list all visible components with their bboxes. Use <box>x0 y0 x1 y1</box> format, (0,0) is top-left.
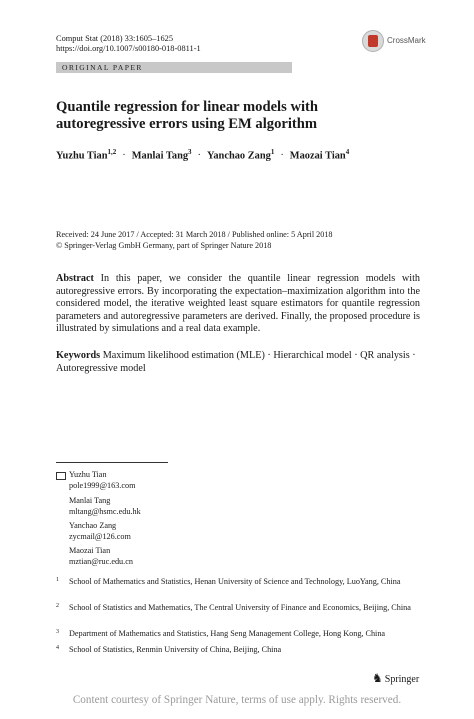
affiliation-number: 4 <box>56 645 59 651</box>
author-affil-sup: 1,2 <box>107 148 117 156</box>
author-separator: · <box>197 150 202 162</box>
paper-title <box>56 99 376 133</box>
affiliation-text: Department of Mathematics and Statistics, Hang Seng Management College, Hong Kong, China <box>69 629 386 638</box>
contact-email[interactable]: mztian@ruc.edu.cn <box>69 556 133 566</box>
author-name[interactable]: Yanchao Zang <box>207 150 271 162</box>
affiliation-number: 2 <box>56 603 59 609</box>
author-affil-sup: 4 <box>345 148 350 156</box>
section-label-bar <box>56 62 292 73</box>
title-line-2: autoregressive errors using EM algorithm <box>56 116 318 132</box>
contact-email[interactable]: pole1999@163.com <box>69 480 136 490</box>
affiliation-text: School of Mathematics and Statistics, Henan University of Science and Technology, LuoYang, China <box>69 577 401 586</box>
keywords <box>56 350 420 375</box>
footnote-divider <box>56 462 168 463</box>
affiliation-number: 1 <box>56 577 59 583</box>
envelope-icon <box>56 472 66 480</box>
author-separator: · <box>280 150 284 162</box>
author-name[interactable]: Maozai Tian <box>289 150 346 162</box>
author-affil-sup: 3 <box>188 148 192 156</box>
contact-name: Yuzhu Tian <box>69 470 107 479</box>
author-name[interactable]: Manlai Tang <box>131 150 189 162</box>
crossmark-label: CrossMark <box>387 36 426 45</box>
affiliation-text: School of Statistics, Renmin University of China, Beijing, China <box>69 645 282 654</box>
crossmark-icon <box>362 30 384 52</box>
keywords-label: Keywords <box>56 350 101 361</box>
abstract-text: In this paper, we consider the quantile linear regression models with autoregressive errors. By incorporating the expectation–maximization algorithm into the considered model, the iterative weighted least square estimators for quantile regression parameters and autoregressive parameters are derived. Finally, the proposed procedure is illustrated by simulations and a real data example. <box>56 273 420 335</box>
publisher-logo <box>372 671 419 686</box>
journal-citation: Comput Stat (2018) 33:1605–1625 <box>56 34 174 43</box>
courtesy-footer: Content courtesy of Springer Nature, terms of use apply. Rights reserved. <box>72 694 402 706</box>
abstract <box>56 273 420 336</box>
author-list <box>56 148 349 161</box>
publisher-name: Springer <box>384 674 420 685</box>
contact-name: Yanchao Zang <box>69 521 117 530</box>
title-line-1: Quantile regression for linear models with <box>56 99 319 115</box>
copyright-line: © Springer-Verlag GmbH Germany, part of Springer Nature 2018 <box>56 240 272 250</box>
section-label: ORIGINAL PAPER <box>62 63 143 72</box>
affiliation-number: 3 <box>56 629 59 635</box>
abstract-label: Abstract <box>56 273 94 284</box>
crossmark-badge[interactable] <box>362 30 450 54</box>
contact-email[interactable]: mltang@hsmc.edu.hk <box>69 506 141 516</box>
springer-horse-icon: ♞ <box>372 671 383 685</box>
author-name[interactable]: Yuzhu Tian <box>56 150 108 162</box>
author-separator: · <box>122 150 126 162</box>
dates-line: Received: 24 June 2017 / Accepted: 31 March 2018 / Published online: 5 April 2018 <box>56 230 333 239</box>
doi-link[interactable]: https://doi.org/10.1007/s00180-018-0811-1 <box>56 44 201 53</box>
keywords-text: Maximum likelihood estimation (MLE) · Hierarchical model · QR analysis · Autoregressive model <box>56 350 416 374</box>
affiliation-text: School of Statistics and Mathematics, The Central University of Finance and Economics, Beijing, China <box>69 603 411 612</box>
contact-name: Maozai Tian <box>69 546 111 555</box>
publication-dates <box>56 230 333 251</box>
author-affil-sup: 1 <box>270 148 275 156</box>
contact-name: Manlai Tang <box>69 496 111 505</box>
contact-email[interactable]: zycmail@126.com <box>69 531 131 541</box>
